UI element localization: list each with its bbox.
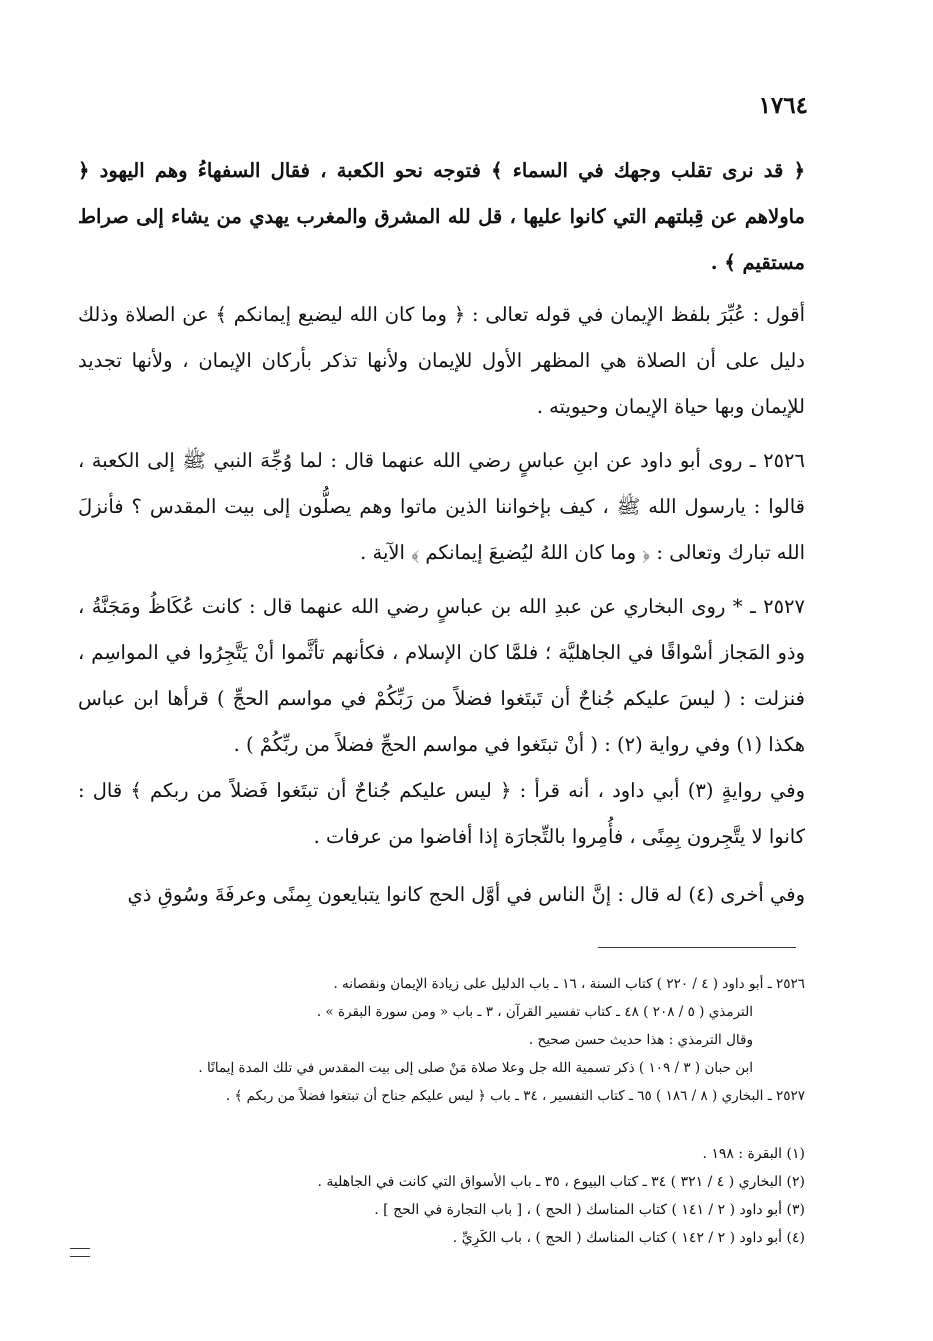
footnote: (٤) أبو داود ( ٢ / ١٤٢ ) كتاب المناسك ( الحج ) ، باب الكَرِيِّ .	[452, 1230, 805, 1246]
footnote-divider	[598, 947, 796, 948]
source-note: ابن حبان ( ٣ / ١٠٩ ) ذكر تسمية الله جل وعلا صلاة مَنْ صلى إلى بيت المقدس في تلك المدة إيمانًا .	[198, 1060, 753, 1076]
paragraph-quran-quote: ﴿ قد نرى تقلب وجهك في السماء ﴾ فتوجه نحو الكعبة ، فقال السفهاءُ وهم اليهود ﴿ ماولاهم عن قِبلتهم التي كانوا عليها ، قل لله المشرق والمغرب يهدي من يشاء إلى صراط مستقيم ﴾ .	[78, 159, 805, 274]
footnote: (٣) أبو داود ( ٢ / ١٤١ ) كتاب المناسك ( الحج ) ، [ باب التجارة في الحج ] .	[374, 1202, 805, 1218]
footnote: (١) البقرة : ١٩٨ .	[702, 1146, 805, 1162]
paragraph-hadith-2526: ٢٥٢٦ ـ روى أبو داود عن ابنِ عباسٍ رضي الله عنهما قال : لما وُجِّهَ النبي ﷺ إلى الكعبة ، قالوا : يارسول الله ﷺ ، كيف بإخواننا الذين ماتوا وهم يصلُّون إلى بيت المقدس ؟ فأنزلَ الله تبارك وتعالى : ﴿ وما كان اللهُ ليُضيعَ إيمانكم ﴾ الآية .	[78, 449, 805, 564]
main-text	[78, 148, 805, 918]
source-note: ٢٥٢٦ ـ أبو داود ( ٤ / ٢٢٠ ) كتاب السنة ، ١٦ ـ باب الدليل على زيادة الإيمان ونقصانه .	[333, 976, 805, 992]
footnote: (٢) البخاري ( ٤ / ٣٢١ ) ٣٤ ـ كتاب البيوع ، ٣٥ ـ باب الأسواق التي كانت في الجاهلية .	[317, 1174, 805, 1190]
page-number: ١٧٦٤	[758, 92, 808, 119]
source-note: ٢٥٢٧ ـ البخاري ( ٨ / ١٨٦ ) ٦٥ ـ كتاب التفسير ، ٣٤ ـ باب ﴿ ليس عليكم جناح أن تبتغوا فضلاً من ربكم ﴾ .	[225, 1088, 805, 1104]
footnotes	[150, 1140, 805, 1252]
corner-mark	[70, 1248, 90, 1257]
paragraph-abu-dawud-narration: وفي روايةٍ (٣) أبي داود ، أنه قرأ : ﴿ ليس عليكم جُناحٌ أن تبتَغوا فَضلاً من ربكم ﴾ قال : كانوا لا يتَّجِرون بِمِنًى ، فأُمِروا بالتِّجارَة إذا أفاضوا من عرفات .	[78, 779, 805, 848]
source-note: وقال الترمذي : هذا حديث حسن صحيح .	[528, 1032, 753, 1048]
paragraph-other-narration: وفي أخرى (٤) له قال : إنَّ الناس في أوَّل الحج كانوا يتبايعون بِمنًى وعرفَةَ وسُوقِ ذي	[127, 883, 805, 906]
source-note: الترمذي ( ٥ / ٢٠٨ ) ٤٨ ـ كتاب تفسير القرآن ، ٣ ـ باب « ومن سورة البقرة » .	[316, 1004, 753, 1020]
paragraph-commentary: أقول : عُبِّرَ بلفظ الإيمان في قوله تعالى : ﴿ وما كان الله ليضيع إيمانكم ﴾ عن الصلاة وذلك دليل على أن الصلاة هي المظهر الأول للإيمان ولأنها تذكر بأركان الإيمان ، ولأنها تجديد للإيمان وبها حياة الإيمان وحيويته .	[78, 303, 805, 418]
paragraph-hadith-2527: ٢٥٢٧ ـ * روى البخاري عن عبدِ الله بن عباسٍ رضي الله عنهما قال : كانت عُكَاظُ ومَجَنَّةُ ، وذو المَجاز أسْواقًا في الجاهليَّة ؛ فلمَّا كان الإسلام ، فكأنهم تأثَّموا أنْ يَتَّجِرُوا في المواسِم ، فنزلت : ( ليسَ عليكم جُناحٌ أن تَبتَغوا فضلاً من رَبِّكُمْ في مواسم الحجِّ ) قرأها ابن عباس هكذا (١) وفي رواية (٢) : ( أنْ تبتَغوا في مواسم الحجِّ فضلاً من ربِّكُمْ ) .	[78, 595, 805, 756]
source-notes	[90, 970, 805, 1110]
